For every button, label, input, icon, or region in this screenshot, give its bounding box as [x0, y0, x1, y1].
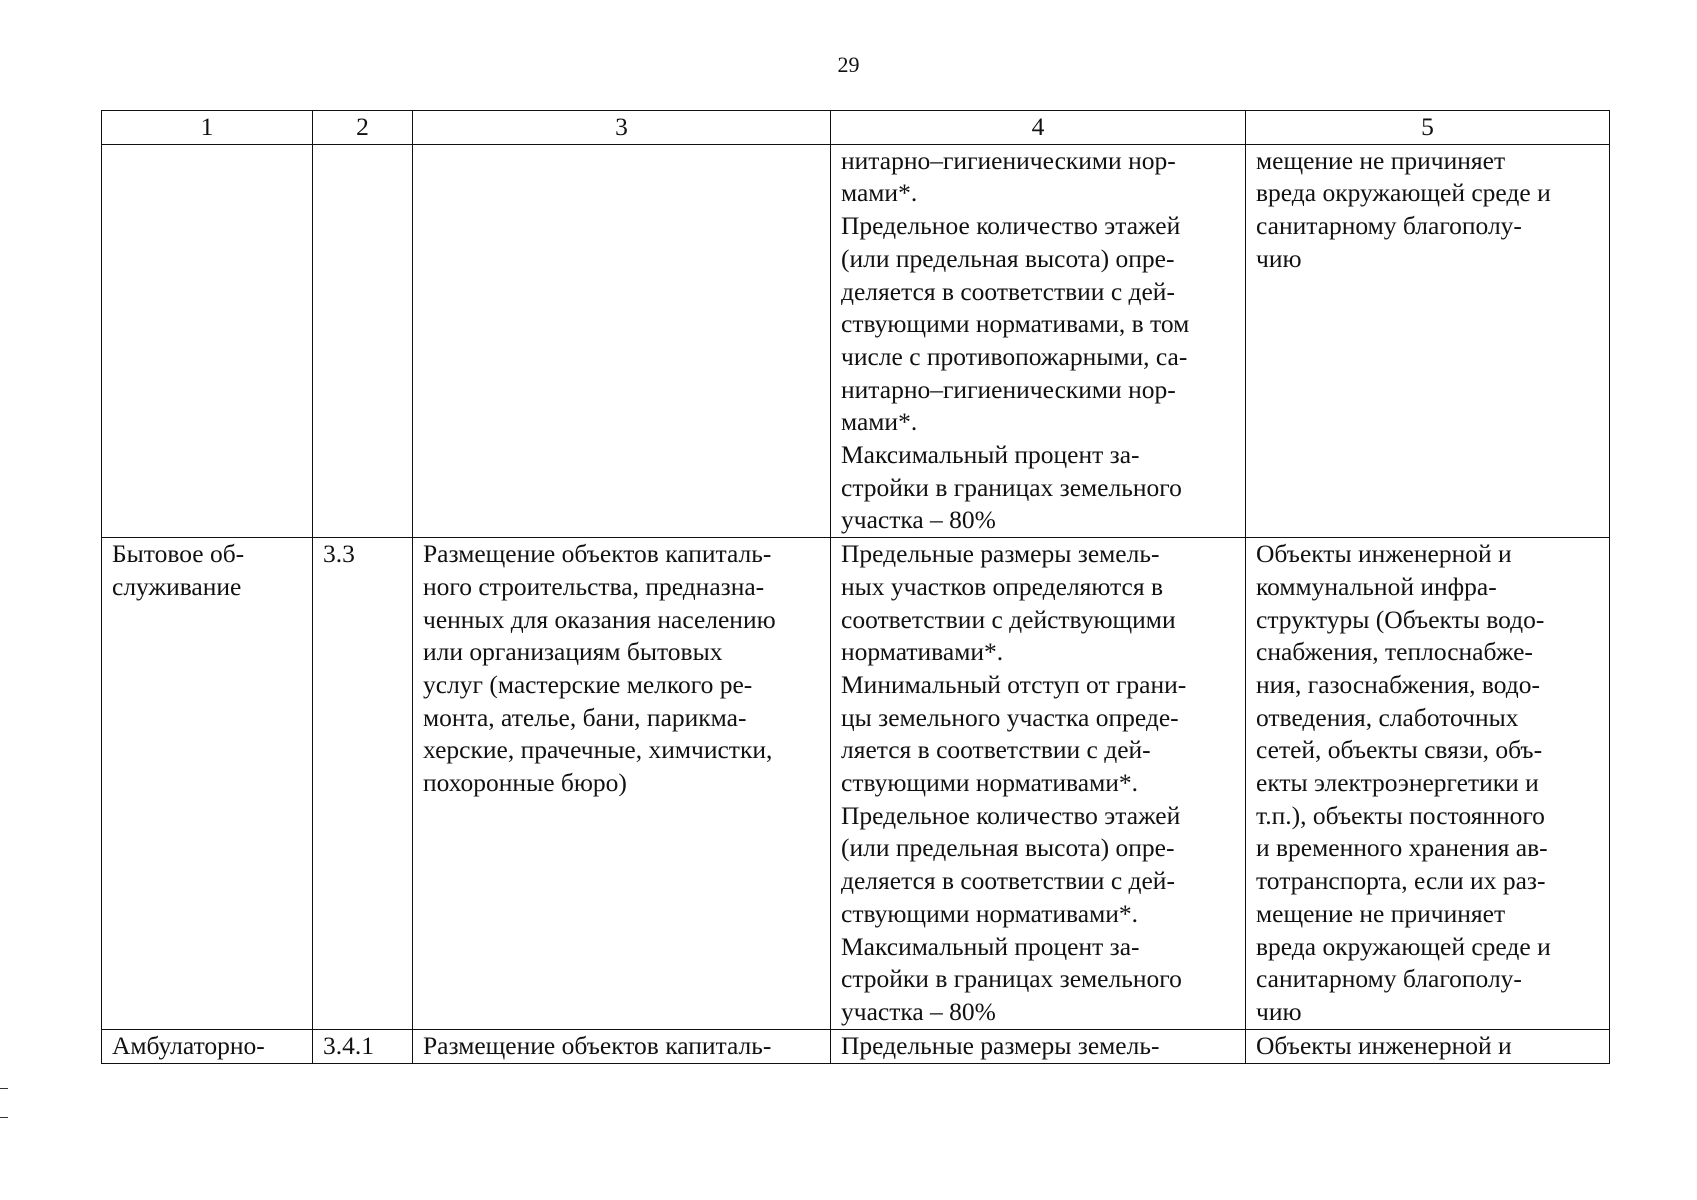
table-row [102, 144, 1610, 537]
header-cell-4: 4 [831, 111, 1246, 145]
zoning-table [101, 110, 1610, 1064]
table-row [102, 538, 1610, 1030]
cell-description: Размещение объектов капиталь- [413, 1030, 831, 1064]
cell-parameters: Предельные размеры земель- ных участков определяются в соответствии с действующими нормативами*. Минимальный отступ от грани- цы земельного участка опреде- ляется в соответствии с дей- ствующими нормативами*. Предельное количество этажей (или предельная высота) опре- деляется в соответствии с дей- ствующими нормативами*. Максимальный процент за- стройки в границах земельного участка – 80% [831, 538, 1246, 1030]
table-header-row [102, 111, 1610, 145]
cell-auxiliary-uses: Объекты инженерной и [1246, 1030, 1610, 1064]
cell-description [413, 144, 831, 537]
table-row [102, 1030, 1610, 1064]
header-cell-1: 1 [102, 111, 313, 145]
cell-code [313, 144, 413, 537]
header-cell-3: 3 [413, 111, 831, 145]
cell-code: 3.4.1 [313, 1030, 413, 1064]
header-cell-2: 2 [313, 111, 413, 145]
page-number: 29 [837, 52, 860, 77]
cell-auxiliary-uses: Объекты инженерной и коммунальной инфра- структуры (Объекты водо- снабжения, теплоснабже- ния, газоснабжения, водо- отведения, слаботочных сетей, объекты связи, объ- екты электроэнергетики и т.п.), объекты постоянного и временного хранения ав- тотранспорта, если их раз- мещение не причиняет вреда окружающей среде и санитарному благополу- чию [1246, 538, 1610, 1030]
cell-parameters: Предельные размеры земель- [831, 1030, 1246, 1064]
cell-parameters: нитарно–гигиеническими нор- мами*. Предельное количество этажей (или предельная высота) опре- деляется в соответствии с дей- ствующими нормативами, в том числе с противопожарными, са- нитарно–гигиеническими нор- мами*. Максимальный процент за- стройки в границах земельного участка – 80% [831, 144, 1246, 537]
binding-mark [0, 1088, 8, 1089]
cell-auxiliary-uses: мещение не причиняет вреда окружающей среде и санитарному благополу- чию [1246, 144, 1610, 537]
header-cell-5: 5 [1246, 111, 1610, 145]
cell-land-use-type [102, 144, 313, 537]
binding-mark [0, 1117, 8, 1118]
cell-code: 3.3 [313, 538, 413, 1030]
cell-description: Размещение объектов капиталь- ного строительства, предназна- ченных для оказания населению или организациям бытовых услуг (мастерские мелкого ре- монта, ателье, бани, парикма- херские, прачечные, химчистки, похоронные бюро) [413, 538, 831, 1030]
cell-land-use-type: Амбулаторно- [102, 1030, 313, 1064]
cell-land-use-type: Бытовое об- служивание [102, 538, 313, 1030]
